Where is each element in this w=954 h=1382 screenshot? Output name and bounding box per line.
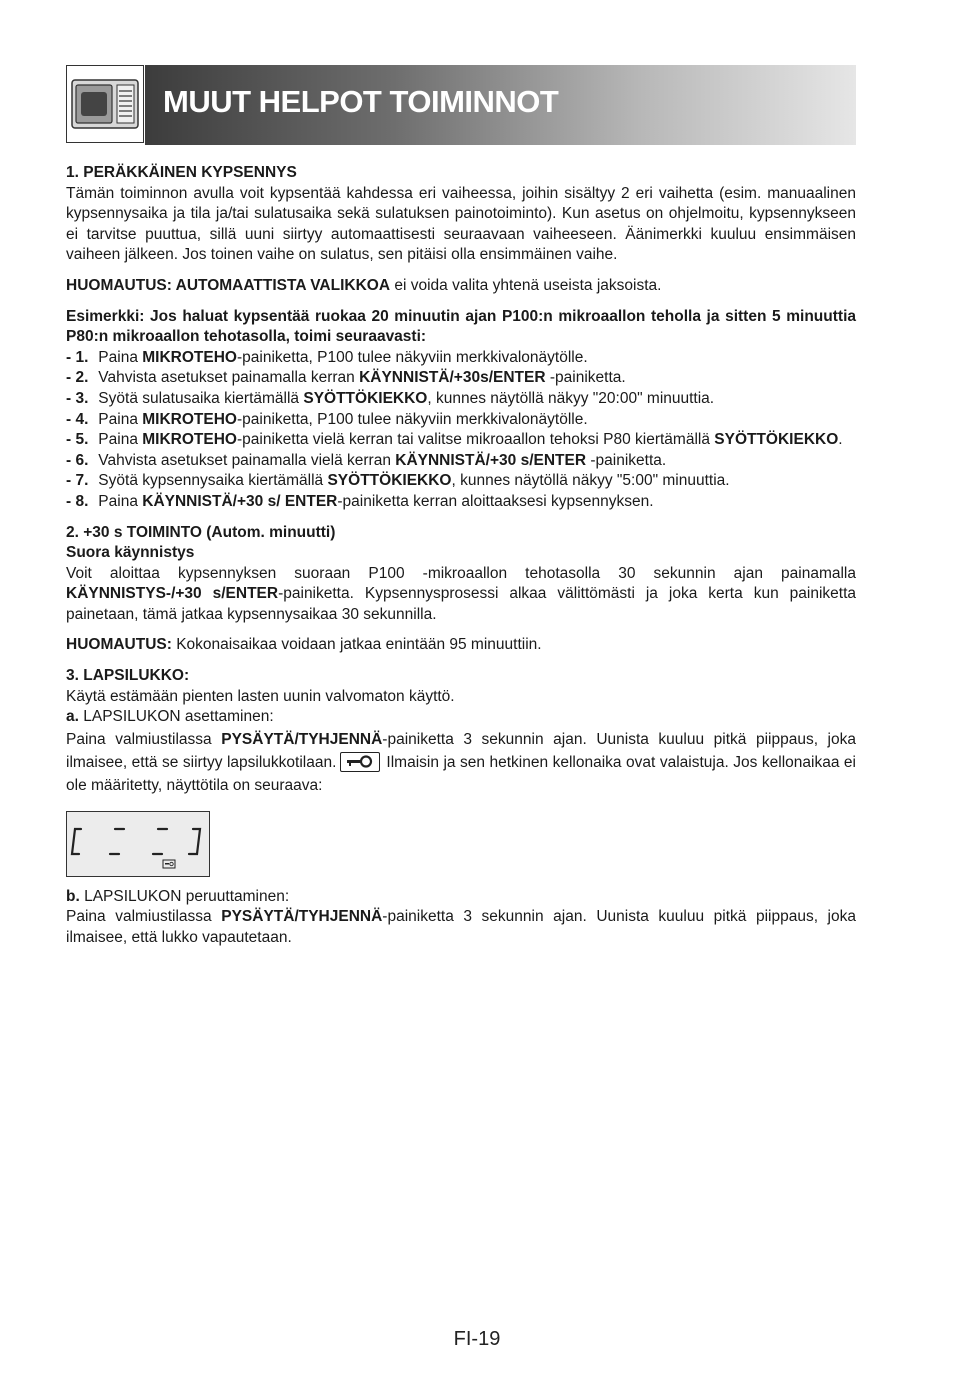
step-text: , kunnes näytöllä näkyy "5:00" minuuttia. bbox=[451, 472, 730, 490]
section1-example bbox=[66, 307, 856, 348]
section3-text-part: Paina valmiustilassa bbox=[66, 908, 222, 926]
step-number: - 6. bbox=[66, 451, 89, 469]
step-text: Paina bbox=[94, 410, 143, 428]
page-number: FI-19 bbox=[453, 1328, 501, 1350]
section3-text-part: Paina valmiustilassa bbox=[66, 730, 222, 748]
section3-title: 3. LAPSILUKKO: bbox=[66, 667, 190, 685]
step-item bbox=[66, 348, 856, 369]
step-number: - 7. bbox=[66, 472, 89, 490]
step-keyword: KÄYNNISTÄ/+30 s/ ENTER bbox=[142, 492, 338, 510]
step-text: , kunnes näytöllä näkyy "20:00" minuuttia. bbox=[427, 389, 715, 407]
section3-text-part: -painiketta 3 sekunnin ajan. Uunista kuuluu pitkä piippaus, joka ilmaisee, että lukko vapautetaan. bbox=[66, 908, 856, 947]
step-keyword: MIKROTEHO bbox=[142, 431, 237, 449]
section3-text-part: -painiketta 3 sekunnin ajan. Uunista kuuluu pitkä piippaus, joka ilmaisee, että se siirtyy lapsilukkotilaan. bbox=[66, 730, 856, 771]
section2-subtitle: Suora käynnistys bbox=[66, 544, 195, 562]
step-text: Paina bbox=[94, 492, 143, 510]
step-number: - 1. bbox=[66, 348, 89, 366]
step-item bbox=[66, 451, 856, 472]
section3-intro: Käytä estämään pienten lasten uunin valvomaton käyttö. bbox=[66, 687, 455, 705]
step-number: - 5. bbox=[66, 431, 89, 449]
step-text: Syötä kypsennysaika kiertämällä bbox=[94, 472, 328, 490]
note-label: HUOMAUTUS: bbox=[66, 636, 172, 654]
step-text: Vahvista asetukset painamalla kerran bbox=[94, 369, 360, 387]
step-text: -painiketta. bbox=[586, 451, 667, 469]
step-number: - 8. bbox=[66, 492, 89, 510]
microwave-icon bbox=[66, 65, 144, 143]
step-text: Vahvista asetukset painamalla vielä kerran bbox=[94, 451, 396, 469]
step-text: Paina bbox=[94, 431, 143, 449]
step-item bbox=[66, 492, 856, 513]
subsection-label: b. bbox=[66, 887, 80, 905]
key-lock-icon bbox=[340, 752, 380, 772]
content bbox=[66, 163, 856, 949]
subsection-title: LAPSILUKON asettaminen: bbox=[78, 708, 274, 726]
step-text: -painiketta vielä kerran tai valitse mikroaallon tehoksi P80 kiertämällä bbox=[236, 431, 715, 449]
step-item bbox=[66, 430, 856, 451]
step-keyword: SYÖTTÖKIEKKO bbox=[714, 431, 839, 449]
note-text: ei voida valita yhtenä useista jaksoista. bbox=[390, 276, 662, 294]
step-keyword: MIKROTEHO bbox=[142, 410, 237, 428]
step-text: -painiketta. bbox=[545, 369, 626, 387]
child-lock-display bbox=[66, 811, 210, 877]
steps-list bbox=[66, 348, 856, 513]
step-number: - 2. bbox=[66, 369, 89, 387]
subsection-title: LAPSILUKON peruuttaminen: bbox=[79, 887, 290, 905]
step-number: - 3. bbox=[66, 389, 89, 407]
step-keyword: KÄYNNISTÄ/+30s/ENTER bbox=[359, 369, 546, 387]
section1-title: 1. PERÄKKÄINEN KYPSENNYS bbox=[66, 164, 297, 181]
section3-a-text bbox=[66, 728, 856, 797]
header-bar bbox=[145, 65, 856, 145]
note-label: HUOMAUTUS: AUTOMAATTISTA VALIKKOA bbox=[66, 276, 391, 294]
note-text: Kokonaisaikaa voidaan jatkaa enintään 95 minuuttiin. bbox=[171, 636, 542, 654]
section2-text bbox=[66, 564, 856, 626]
step-item bbox=[66, 410, 856, 431]
step-text: -painiketta kerran aloittaaksesi kypsennyksen. bbox=[337, 492, 654, 510]
step-text: . bbox=[838, 431, 843, 449]
section1-note bbox=[66, 276, 856, 297]
section3-a-heading bbox=[66, 707, 856, 728]
section3-b-heading bbox=[66, 887, 856, 908]
section3-keyword: PYSÄYTÄ/TYHJENNÄ bbox=[221, 908, 383, 926]
section2-keyword: KÄYNNISTYS-/+30 s/ENTER bbox=[66, 585, 279, 603]
step-text: -painiketta, P100 tulee näkyviin merkkivalonäytölle. bbox=[236, 410, 588, 428]
section3-keyword: PYSÄYTÄ/TYHJENNÄ bbox=[221, 730, 383, 748]
section3-text-part: Ilmaisin ja sen hetkinen kellonaika ovat valaistuja. Jos kellonaikaa ei ole määritetty, näyttötila on seuraava: bbox=[66, 753, 856, 794]
step-text: Paina bbox=[94, 348, 143, 366]
section1-intro: Tämän toiminnon avulla voit kypsentää kahdessa eri vaiheessa, joihin sisältyy 2 eri vaihetta (esim. manuaalinen kypsennysaika ja tila ja/tai sulatusaika sekä sulatuksen painotoiminto). Kun asetus on ohjelmoitu, kypsennykseen ei tarvitse puuttua, sillä uuni siirtyy automaattisesti seuraavaan vaiheeseen. Äänimerkki kuuluu ensimmäisen vaiheen jälkeen. Jos toinen vaihe on sulatus, sen pitäisi olla ensimmäinen vaihe. bbox=[66, 184, 856, 264]
step-item bbox=[66, 368, 856, 389]
page-title: MUUT HELPOT TOIMINNOT bbox=[163, 84, 559, 119]
step-text: -painiketta, P100 tulee näkyviin merkkivalonäytölle. bbox=[236, 348, 588, 366]
step-item bbox=[66, 389, 856, 410]
step-keyword: MIKROTEHO bbox=[142, 348, 237, 366]
section2-title: 2. +30 s TOIMINTO (Autom. minuutti) bbox=[66, 523, 336, 541]
example-text: Esimerkki: Jos haluat kypsentää ruokaa 20 minuutin ajan P100:n mikroaallon teholla ja sitten 5 minuuttia P80:n mikroaallon tehotasolla, toimi seuraavasti: bbox=[66, 307, 856, 346]
subsection-label: a. bbox=[66, 708, 79, 726]
step-keyword: SYÖTTÖKIEKKO bbox=[327, 472, 452, 490]
step-text: Syötä sulatusaika kiertämällä bbox=[94, 389, 304, 407]
step-item bbox=[66, 471, 856, 492]
step-keyword: SYÖTTÖKIEKKO bbox=[303, 389, 428, 407]
page-header bbox=[66, 65, 856, 145]
section2-text-part: -painiketta. Kypsennysprosessi alkaa välittömästi ja joka kerta kun painiketta painetaan, tämä jatkaa kypsennysaikaa 30 sekunnilla. bbox=[66, 585, 857, 623]
section2-text-part: Voit aloittaa kypsennyksen suoraan P100 -mikroaallon tehotasolla 30 sekunnin ajan painamalla bbox=[66, 564, 856, 582]
section2-note bbox=[66, 635, 856, 656]
section3-b-text bbox=[66, 907, 856, 948]
step-number: - 4. bbox=[66, 410, 89, 428]
step-keyword: KÄYNNISTÄ/+30 s/ENTER bbox=[395, 451, 587, 469]
